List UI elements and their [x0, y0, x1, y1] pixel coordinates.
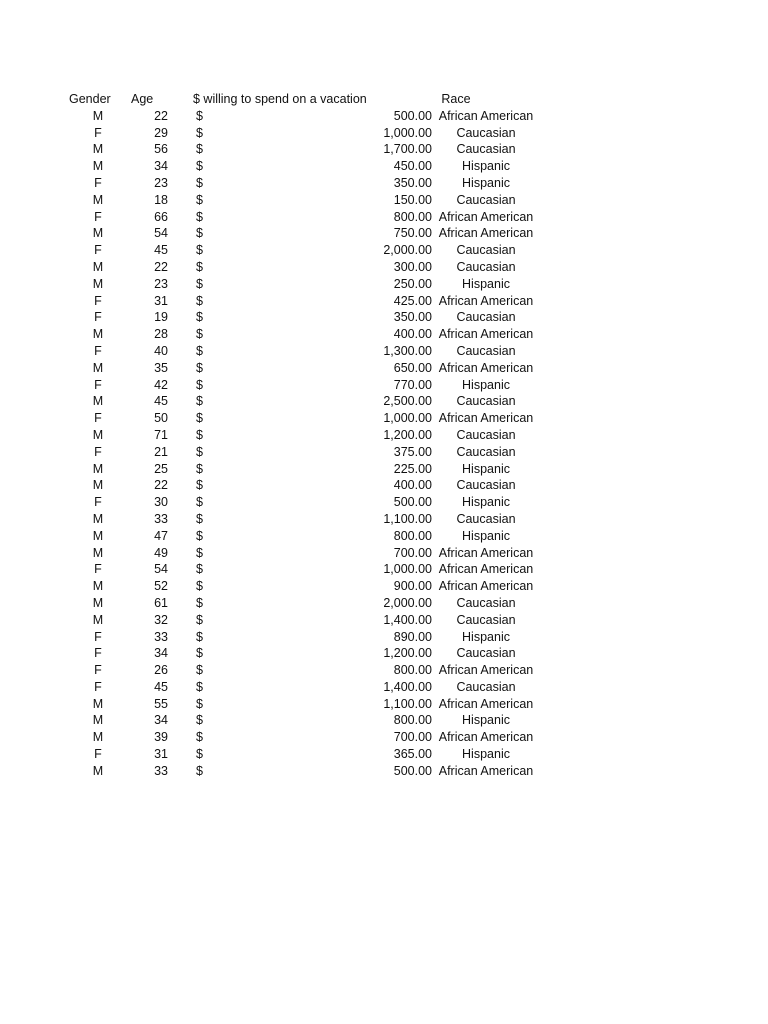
- age-cell: 23: [154, 276, 168, 291]
- age-cell: 31: [154, 293, 168, 308]
- race-cell: Caucasian: [456, 444, 516, 459]
- table-row: [0, 377, 768, 394]
- race-cell: Caucasian: [456, 612, 516, 627]
- age-cell: 34: [154, 646, 168, 661]
- age-cell: 30: [154, 495, 168, 510]
- amount-cell: 900.00: [393, 579, 432, 594]
- currency-symbol-cell: $: [196, 478, 203, 493]
- currency-symbol-cell: $: [196, 646, 203, 661]
- amount-cell: 500.00: [393, 763, 432, 778]
- gender-cell: F: [94, 679, 102, 694]
- gender-cell: M: [92, 763, 104, 778]
- amount-cell: 500.00: [393, 108, 432, 123]
- race-cell: African American: [438, 108, 534, 123]
- age-cell: 55: [154, 696, 168, 711]
- race-cell: Hispanic: [462, 276, 510, 291]
- age-cell: 34: [154, 159, 168, 174]
- gender-cell: M: [92, 545, 104, 560]
- race-cell: Hispanic: [462, 495, 510, 510]
- currency-symbol-cell: $: [196, 276, 203, 291]
- age-cell: 21: [154, 444, 168, 459]
- spreadsheet-table: [0, 91, 768, 780]
- table-row: [0, 360, 768, 377]
- race-cell: Caucasian: [456, 511, 516, 526]
- age-cell: 56: [154, 142, 168, 157]
- table-row: [0, 309, 768, 326]
- currency-symbol-cell: $: [196, 108, 203, 123]
- race-cell: Caucasian: [456, 310, 516, 325]
- gender-cell: M: [92, 579, 104, 594]
- race-cell: African American: [438, 763, 534, 778]
- table-row: [0, 259, 768, 276]
- age-cell: 66: [154, 209, 168, 224]
- gender-cell: F: [94, 444, 102, 459]
- amount-cell: 2,000.00: [383, 595, 432, 610]
- age-cell: 54: [154, 226, 168, 241]
- table-row: [0, 393, 768, 410]
- currency-symbol-cell: $: [196, 310, 203, 325]
- currency-symbol-cell: $: [196, 612, 203, 627]
- race-cell: African American: [438, 663, 534, 678]
- currency-symbol-cell: $: [196, 713, 203, 728]
- race-cell: African American: [438, 209, 534, 224]
- age-column-header: Age: [131, 92, 154, 106]
- table-row: [0, 461, 768, 478]
- gender-column-header: Gender: [69, 92, 111, 106]
- currency-symbol-cell: $: [196, 343, 203, 358]
- race-cell: Caucasian: [456, 646, 516, 661]
- table-row: [0, 696, 768, 713]
- amount-cell: 770.00: [393, 377, 432, 392]
- age-cell: 31: [154, 747, 168, 762]
- gender-cell: F: [94, 411, 102, 426]
- race-cell: Caucasian: [456, 394, 516, 409]
- amount-cell: 365.00: [393, 747, 432, 762]
- race-cell: Caucasian: [456, 192, 516, 207]
- spend-column-header: $ willing to spend on a vacation: [193, 92, 367, 106]
- race-cell: Hispanic: [462, 629, 510, 644]
- age-cell: 29: [154, 125, 168, 140]
- currency-symbol-cell: $: [196, 209, 203, 224]
- table-row: [0, 477, 768, 494]
- age-cell: 19: [154, 310, 168, 325]
- currency-symbol-cell: $: [196, 495, 203, 510]
- race-cell: Caucasian: [456, 595, 516, 610]
- age-cell: 28: [154, 327, 168, 342]
- amount-cell: 700.00: [393, 730, 432, 745]
- age-cell: 45: [154, 394, 168, 409]
- gender-cell: M: [92, 226, 104, 241]
- currency-symbol-cell: $: [196, 226, 203, 241]
- currency-symbol-cell: $: [196, 663, 203, 678]
- currency-symbol-cell: $: [196, 444, 203, 459]
- gender-cell: F: [94, 495, 102, 510]
- currency-symbol-cell: $: [196, 159, 203, 174]
- race-cell: African American: [438, 360, 534, 375]
- amount-cell: 150.00: [393, 192, 432, 207]
- age-cell: 45: [154, 679, 168, 694]
- table-row: [0, 125, 768, 142]
- amount-cell: 800.00: [393, 528, 432, 543]
- gender-cell: M: [92, 461, 104, 476]
- currency-symbol-cell: $: [196, 377, 203, 392]
- gender-cell: F: [94, 629, 102, 644]
- amount-cell: 1,200.00: [383, 646, 432, 661]
- age-cell: 34: [154, 713, 168, 728]
- gender-cell: M: [92, 327, 104, 342]
- race-cell: Hispanic: [462, 461, 510, 476]
- table-row: [0, 141, 768, 158]
- amount-cell: 800.00: [393, 209, 432, 224]
- table-row: [0, 662, 768, 679]
- currency-symbol-cell: $: [196, 545, 203, 560]
- amount-cell: 1,100.00: [383, 511, 432, 526]
- amount-cell: 1,400.00: [383, 612, 432, 627]
- amount-cell: 1,000.00: [383, 411, 432, 426]
- table-row: [0, 175, 768, 192]
- amount-cell: 500.00: [393, 495, 432, 510]
- gender-cell: M: [92, 259, 104, 274]
- amount-cell: 450.00: [393, 159, 432, 174]
- currency-symbol-cell: $: [196, 125, 203, 140]
- gender-cell: F: [94, 562, 102, 577]
- amount-cell: 650.00: [393, 360, 432, 375]
- race-cell: Hispanic: [462, 747, 510, 762]
- amount-cell: 375.00: [393, 444, 432, 459]
- table-row: [0, 679, 768, 696]
- amount-cell: 2,000.00: [383, 243, 432, 258]
- race-cell: African American: [438, 327, 534, 342]
- age-cell: 39: [154, 730, 168, 745]
- gender-cell: M: [92, 595, 104, 610]
- currency-symbol-cell: $: [196, 142, 203, 157]
- table-row: [0, 343, 768, 360]
- gender-cell: M: [92, 394, 104, 409]
- table-row: [0, 444, 768, 461]
- table-row: [0, 511, 768, 528]
- header-row: [0, 91, 768, 108]
- age-cell: 54: [154, 562, 168, 577]
- currency-symbol-cell: $: [196, 411, 203, 426]
- table-body: [0, 108, 768, 780]
- race-cell: Caucasian: [456, 427, 516, 442]
- race-cell: Caucasian: [456, 142, 516, 157]
- race-cell: Caucasian: [456, 243, 516, 258]
- table-row: [0, 578, 768, 595]
- gender-cell: M: [92, 192, 104, 207]
- table-row: [0, 612, 768, 629]
- gender-cell: M: [92, 360, 104, 375]
- table-row: [0, 427, 768, 444]
- currency-symbol-cell: $: [196, 360, 203, 375]
- race-cell: Caucasian: [456, 478, 516, 493]
- gender-cell: M: [92, 612, 104, 627]
- amount-cell: 1,700.00: [383, 142, 432, 157]
- race-cell: Caucasian: [456, 125, 516, 140]
- age-cell: 32: [154, 612, 168, 627]
- gender-cell: M: [92, 427, 104, 442]
- amount-cell: 1,000.00: [383, 125, 432, 140]
- table-row: [0, 545, 768, 562]
- table-row: [0, 410, 768, 427]
- amount-cell: 890.00: [393, 629, 432, 644]
- age-cell: 18: [154, 192, 168, 207]
- age-cell: 33: [154, 763, 168, 778]
- race-cell: African American: [438, 411, 534, 426]
- amount-cell: 350.00: [393, 175, 432, 190]
- amount-cell: 1,400.00: [383, 679, 432, 694]
- table-row: [0, 629, 768, 646]
- race-cell: Hispanic: [462, 528, 510, 543]
- currency-symbol-cell: $: [196, 696, 203, 711]
- currency-symbol-cell: $: [196, 579, 203, 594]
- table-row: [0, 293, 768, 310]
- table-row: [0, 326, 768, 343]
- currency-symbol-cell: $: [196, 595, 203, 610]
- amount-cell: 800.00: [393, 713, 432, 728]
- race-cell: Hispanic: [462, 159, 510, 174]
- gender-cell: F: [94, 209, 102, 224]
- amount-cell: 700.00: [393, 545, 432, 560]
- race-column-header: Race: [441, 92, 471, 106]
- amount-cell: 225.00: [393, 461, 432, 476]
- gender-cell: F: [94, 343, 102, 358]
- currency-symbol-cell: $: [196, 243, 203, 258]
- age-cell: 26: [154, 663, 168, 678]
- gender-cell: F: [94, 293, 102, 308]
- table-row: [0, 242, 768, 259]
- amount-cell: 400.00: [393, 478, 432, 493]
- gender-cell: F: [94, 663, 102, 678]
- age-cell: 33: [154, 511, 168, 526]
- race-cell: Caucasian: [456, 343, 516, 358]
- age-cell: 61: [154, 595, 168, 610]
- table-row: [0, 595, 768, 612]
- race-cell: African American: [438, 562, 534, 577]
- age-cell: 23: [154, 175, 168, 190]
- amount-cell: 400.00: [393, 327, 432, 342]
- age-cell: 35: [154, 360, 168, 375]
- table-row: [0, 276, 768, 293]
- gender-cell: M: [92, 528, 104, 543]
- currency-symbol-cell: $: [196, 461, 203, 476]
- table-row: [0, 108, 768, 125]
- gender-cell: F: [94, 125, 102, 140]
- table-row: [0, 561, 768, 578]
- age-cell: 45: [154, 243, 168, 258]
- amount-cell: 1,000.00: [383, 562, 432, 577]
- gender-cell: M: [92, 478, 104, 493]
- currency-symbol-cell: $: [196, 562, 203, 577]
- table-row: [0, 494, 768, 511]
- race-cell: African American: [438, 730, 534, 745]
- currency-symbol-cell: $: [196, 747, 203, 762]
- currency-symbol-cell: $: [196, 327, 203, 342]
- currency-symbol-cell: $: [196, 763, 203, 778]
- gender-cell: F: [94, 310, 102, 325]
- age-cell: 49: [154, 545, 168, 560]
- table-row: [0, 645, 768, 662]
- race-cell: African American: [438, 579, 534, 594]
- age-cell: 47: [154, 528, 168, 543]
- race-cell: African American: [438, 293, 534, 308]
- gender-cell: F: [94, 175, 102, 190]
- currency-symbol-cell: $: [196, 394, 203, 409]
- table-row: [0, 225, 768, 242]
- amount-cell: 250.00: [393, 276, 432, 291]
- race-cell: African American: [438, 226, 534, 241]
- race-cell: Caucasian: [456, 679, 516, 694]
- amount-cell: 2,500.00: [383, 394, 432, 409]
- race-cell: Caucasian: [456, 259, 516, 274]
- gender-cell: M: [92, 713, 104, 728]
- table-row: [0, 746, 768, 763]
- table-row: [0, 158, 768, 175]
- table-row: [0, 763, 768, 780]
- gender-cell: F: [94, 243, 102, 258]
- currency-symbol-cell: $: [196, 259, 203, 274]
- age-cell: 33: [154, 629, 168, 644]
- age-cell: 42: [154, 377, 168, 392]
- gender-cell: F: [94, 646, 102, 661]
- age-cell: 71: [154, 427, 168, 442]
- age-cell: 22: [154, 259, 168, 274]
- amount-cell: 300.00: [393, 259, 432, 274]
- gender-cell: M: [92, 159, 104, 174]
- currency-symbol-cell: $: [196, 730, 203, 745]
- age-cell: 40: [154, 343, 168, 358]
- gender-cell: M: [92, 730, 104, 745]
- age-cell: 50: [154, 411, 168, 426]
- age-cell: 52: [154, 579, 168, 594]
- currency-symbol-cell: $: [196, 511, 203, 526]
- table-row: [0, 712, 768, 729]
- gender-cell: M: [92, 142, 104, 157]
- currency-symbol-cell: $: [196, 427, 203, 442]
- amount-cell: 350.00: [393, 310, 432, 325]
- amount-cell: 800.00: [393, 663, 432, 678]
- currency-symbol-cell: $: [196, 679, 203, 694]
- table-row: [0, 528, 768, 545]
- gender-cell: F: [94, 747, 102, 762]
- race-cell: Hispanic: [462, 175, 510, 190]
- currency-symbol-cell: $: [196, 175, 203, 190]
- age-cell: 25: [154, 461, 168, 476]
- gender-cell: M: [92, 696, 104, 711]
- currency-symbol-cell: $: [196, 293, 203, 308]
- table-row: [0, 209, 768, 226]
- age-cell: 22: [154, 108, 168, 123]
- gender-cell: M: [92, 276, 104, 291]
- amount-cell: 1,300.00: [383, 343, 432, 358]
- amount-cell: 1,100.00: [383, 696, 432, 711]
- amount-cell: 750.00: [393, 226, 432, 241]
- table-row: [0, 729, 768, 746]
- race-cell: African American: [438, 545, 534, 560]
- currency-symbol-cell: $: [196, 629, 203, 644]
- table-row: [0, 192, 768, 209]
- amount-cell: 425.00: [393, 293, 432, 308]
- race-cell: Hispanic: [462, 377, 510, 392]
- currency-symbol-cell: $: [196, 528, 203, 543]
- age-cell: 22: [154, 478, 168, 493]
- gender-cell: M: [92, 511, 104, 526]
- race-cell: Hispanic: [462, 713, 510, 728]
- gender-cell: M: [92, 108, 104, 123]
- amount-cell: 1,200.00: [383, 427, 432, 442]
- gender-cell: F: [94, 377, 102, 392]
- currency-symbol-cell: $: [196, 192, 203, 207]
- race-cell: African American: [438, 696, 534, 711]
